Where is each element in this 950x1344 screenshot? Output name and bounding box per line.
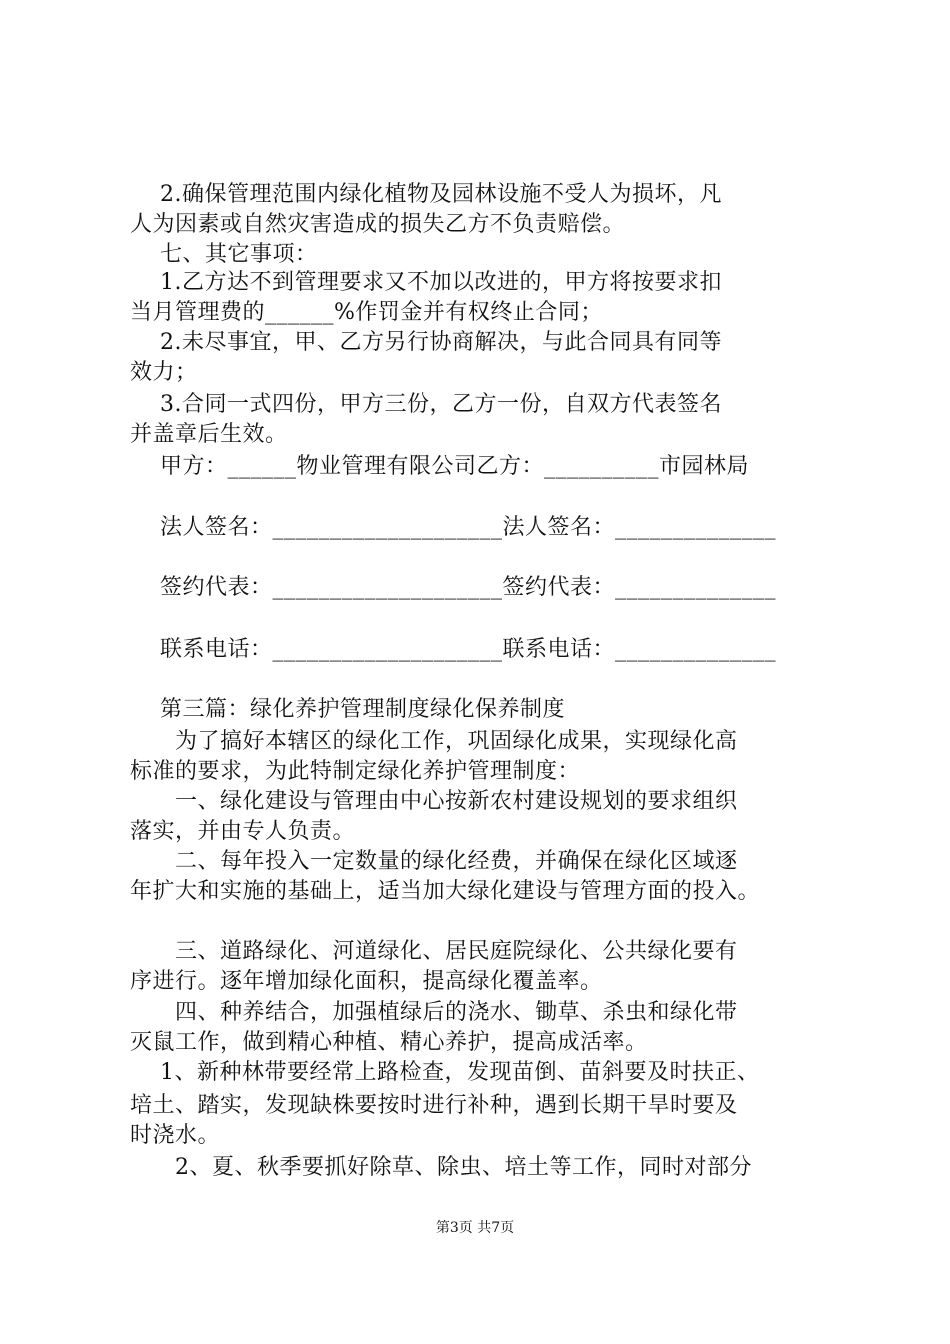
text-line: 一、绿化建设与管理由中心按新农村建设规划的要求组织 [130,789,738,814]
text-line: 落实，并由专人负责。 [130,819,356,844]
text-line: 三、道路绿化、河道绿化、居民庭院绿化、公共绿化要有 [130,939,738,964]
text-line: 效力； [130,360,198,385]
section-heading: 第三篇：绿化养护管理制度绿化保养制度 [130,697,565,722]
signature-line-representative: 签约代表：____________________签约代表：______________ [130,575,776,600]
text-line: 为了搞好本辖区的绿化工作，巩固绿化成果，实现绿化高 [130,729,738,754]
text-line: 人为因素或自然灾害造成的损失乙方不负责赔偿。 [130,212,626,237]
text-line: 四、种养结合，加强植绿后的浇水、锄草、杀虫和绿化带 [130,1000,738,1025]
text-line: 2、夏、秋季要抓好除草、除虫、培土等工作，同时对部分 [130,1155,752,1180]
signature-line-legal: 法人签名：____________________法人签名：______________ [130,515,776,540]
text-line: 灭鼠工作，做到精心种植、精心养护，提高成活率。 [130,1030,648,1055]
text-line: 1、新种林带要经常上路检查，发现苗倒、苗斜要及时扶正、 [130,1060,760,1085]
text-line: 序进行。逐年增加绿化面积，提高绿化覆盖率。 [130,969,603,994]
text-line: 七、其它事项： [130,242,318,267]
text-line: 并盖章后生效。 [130,422,288,447]
text-line: 年扩大和实施的基础上，适当加大绿化建设与管理方面的投入。 [130,879,761,904]
text-line: 1.乙方达不到管理要求又不加以改进的，甲方将按要求扣 [130,270,722,295]
text-line: 3.合同一式四份，甲方三份，乙方一份，自双方代表签名 [130,392,722,417]
text-line: 2.未尽事宜，甲、乙方另行协商解决，与此合同具有同等 [130,330,722,355]
text-line: 当月管理费的______%作罚金并有权终止合同； [130,300,603,325]
text-line: 时浇水。 [130,1123,221,1148]
text-line: 2.确保管理范围内绿化植物及园林设施不受人为损坏，凡 [130,182,722,207]
page-number-footer: 第3页 共7页 [435,1220,515,1236]
signature-line-phone: 联系电话：____________________联系电话：______________ [130,637,776,662]
text-line: 培土、踏实，发现缺株要按时进行补种，遇到长期干旱时要及 [130,1093,738,1118]
signature-line-party: 甲方：______物业管理有限公司乙方：__________市园林局 [130,454,749,479]
text-line: 二、每年投入一定数量的绿化经费，并确保在绿化区域逐 [130,849,738,874]
text-line: 标准的要求，为此特制定绿化养护管理制度： [130,759,581,784]
